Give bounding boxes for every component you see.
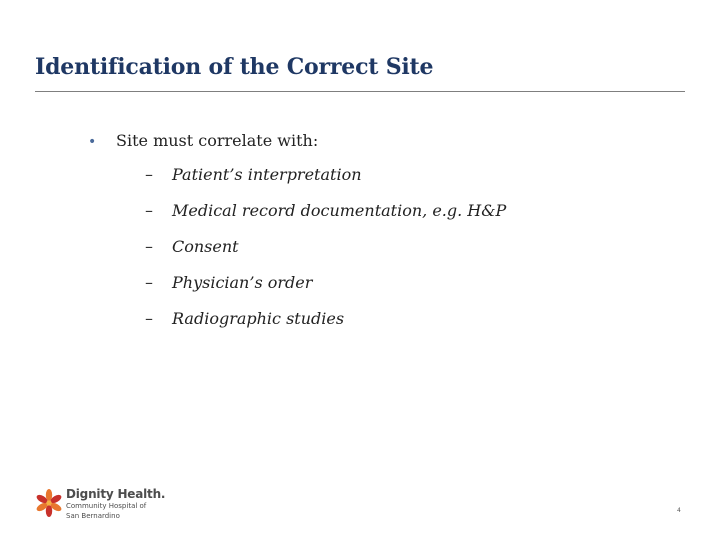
sub-bullet-text: Radiographic studies <box>172 309 345 328</box>
dash-icon: – <box>145 309 153 328</box>
bullet-icon: • <box>88 134 97 150</box>
sub-bullet-text: Patient’s interpretation <box>172 165 362 184</box>
main-bullet <box>88 131 318 150</box>
dash-icon: – <box>145 237 153 256</box>
dash-icon: – <box>145 201 153 220</box>
sub-bullet-item <box>145 165 506 201</box>
dignity-health-logo <box>35 488 165 520</box>
sub-bullet-item <box>145 201 506 237</box>
logo-text <box>66 488 165 520</box>
dignity-health-star-icon <box>35 489 63 517</box>
main-bullet-text: Site must correlate with: <box>116 131 319 150</box>
sub-bullet-text: Physician’s order <box>172 273 313 292</box>
slide-title: Identification of the Correct Site <box>35 54 434 80</box>
logo-brand: Dignity Health. <box>66 487 166 501</box>
dash-icon: – <box>145 273 153 292</box>
sub-bullet-text: Medical record documentation, e.g. H&P <box>172 201 507 220</box>
title-divider <box>35 91 685 92</box>
sub-bullet-text: Consent <box>172 237 239 256</box>
sub-bullet-list <box>145 165 506 345</box>
sub-bullet-item <box>145 237 506 273</box>
sub-bullet-item <box>145 309 506 345</box>
page-number: 4 <box>677 507 681 514</box>
dash-icon: – <box>145 165 153 184</box>
logo-subtitle-line-2: San Bernardino <box>66 512 120 521</box>
sub-bullet-item <box>145 273 506 309</box>
logo-subtitle-line-1: Community Hospital of <box>66 502 147 510</box>
